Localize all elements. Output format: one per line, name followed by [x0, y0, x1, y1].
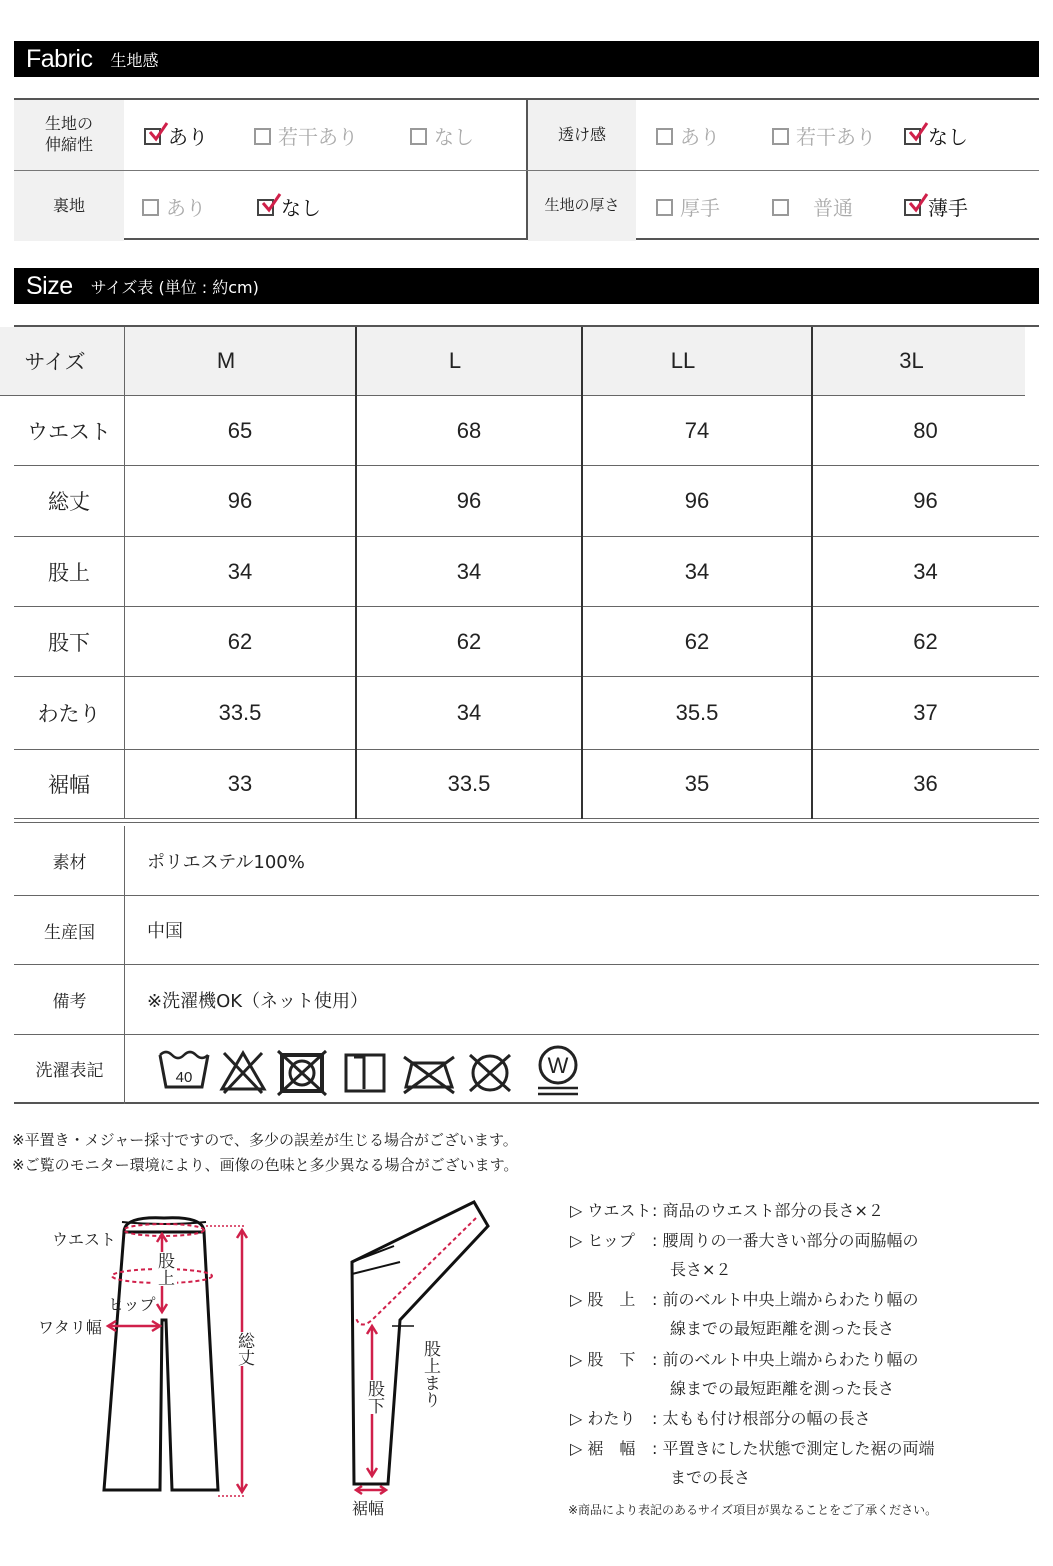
- note-line-2: ※ご覧のモニター環境により、画像の色味と多少異なる場合がございます。: [12, 1156, 519, 1174]
- checkbox-icon: [772, 128, 789, 145]
- size-row: [14, 537, 1039, 607]
- size-cell: 96: [684, 488, 710, 513]
- thickness-option-thick[interactable]: [656, 171, 720, 241]
- size-row-label: 股上: [48, 560, 90, 585]
- diagram-inseam-label: 股下: [362, 1380, 387, 1414]
- remarks-row: [14, 965, 1039, 1035]
- checkbox-icon: [656, 199, 673, 216]
- legend-item: ▷ ヒップ : 腰周りの一番大きい部分の両脇幅の: [570, 1231, 919, 1250]
- size-col-ll: LL: [568, 327, 798, 395]
- diagram-hem-label: 裾幅: [352, 1499, 385, 1518]
- no-iron-icon: [404, 1057, 454, 1093]
- legend-item: ▷ 股 上 : 前のベルト中央上端からわたり幅の: [570, 1290, 919, 1309]
- size-header-row: [0, 327, 1025, 396]
- fabric-row-stretch: [14, 100, 1039, 170]
- legend-item-cont: 長さ×２: [670, 1260, 732, 1279]
- size-cell: 34: [227, 558, 253, 584]
- size-cell: 62: [227, 628, 253, 654]
- stretch-label-line2: 伸縮性: [44, 135, 93, 154]
- diagram-hip-label: ヒップ: [108, 1295, 156, 1314]
- size-cell: 33: [227, 771, 253, 796]
- legend-item-cont: までの長さ: [670, 1468, 751, 1487]
- size-row: [14, 607, 1039, 677]
- size-cell: 74: [684, 417, 710, 443]
- option-label: あり: [680, 124, 720, 149]
- pants-diagram: [0, 1190, 560, 1520]
- legend-item: ▷ 裾 幅 : 平置きにした状態で測定した裾の両端: [570, 1439, 935, 1458]
- size-col-3l: 3L: [798, 327, 1025, 395]
- checkbox-checked-icon: [144, 128, 161, 145]
- sheer-option-slight[interactable]: [772, 100, 876, 170]
- size-cell: 37: [913, 700, 938, 725]
- option-label: 厚手: [680, 195, 720, 220]
- legend-item: ▷ 股 下 : 前のベルト中央上端からわたり幅の: [570, 1350, 919, 1369]
- lining-option-none[interactable]: [257, 171, 321, 241]
- option-label: なし: [928, 124, 968, 149]
- checkbox-icon: [772, 199, 789, 216]
- size-row: [14, 677, 1039, 750]
- option-label: あり: [166, 195, 206, 220]
- checkbox-checked-icon: [904, 199, 921, 216]
- option-label: 若干あり: [278, 124, 358, 149]
- size-row: [14, 750, 1039, 819]
- origin-label: 生産国: [44, 922, 95, 943]
- checkbox-icon: [410, 128, 427, 145]
- size-row-label: 総丈: [48, 490, 90, 514]
- option-label: 薄手: [928, 195, 968, 220]
- stretch-label-line1: 生地の: [44, 114, 93, 134]
- size-row: [14, 396, 1039, 466]
- stretch-label: [14, 100, 124, 170]
- size-col-divider: [355, 327, 357, 819]
- checkbox-icon: [142, 199, 159, 216]
- care-icons: [158, 1041, 598, 1101]
- care-row: [14, 1035, 1039, 1104]
- origin-row: [14, 896, 1039, 965]
- size-cell: 34: [456, 700, 482, 725]
- size-col-divider: [581, 327, 583, 819]
- option-label: なし: [434, 124, 474, 149]
- note-line-1: ※平置き・メジャー採寸ですので、多少の誤差が生じる場合がございます。: [12, 1131, 518, 1149]
- checkbox-icon: [254, 128, 271, 145]
- diagram-waist-label: ウエスト: [52, 1230, 117, 1249]
- lining-option-yes[interactable]: [142, 171, 206, 241]
- size-cell: 62: [456, 628, 482, 654]
- fabric-table: [14, 98, 1039, 240]
- remarks-value: ※洗濯機OK（ネット使用）: [147, 991, 369, 1012]
- line-dry-icon: [346, 1055, 384, 1091]
- stretch-option-yes[interactable]: [144, 100, 208, 170]
- size-cell: 80: [913, 417, 938, 443]
- fabric-row-lining: [14, 170, 1039, 240]
- size-row-label: ウエスト: [27, 419, 111, 444]
- legend-item: ▷ ウエスト : 商品のウエスト部分の長さ×２: [570, 1201, 884, 1220]
- wash-40-icon: [160, 1052, 208, 1087]
- svg-text:W: W: [547, 1053, 569, 1078]
- size-row: [14, 466, 1039, 537]
- option-label: なし: [281, 195, 321, 220]
- no-dry-clean-icon: [470, 1055, 510, 1091]
- diagram-length-label: 総丈: [232, 1332, 257, 1366]
- diagram-thigh-label: ワタリ幅: [38, 1318, 102, 1337]
- size-cell: 68: [456, 417, 482, 443]
- lining-label: 裏地: [14, 171, 124, 241]
- thickness-label: 生地の厚さ: [528, 171, 636, 241]
- size-col-m: M: [110, 327, 342, 395]
- checkbox-checked-icon: [904, 128, 921, 145]
- material-value: ポリエステル100%: [147, 851, 305, 873]
- info-col-divider: [124, 826, 125, 1104]
- legend-item-cont: 線までの最短距離を測った長さ: [670, 1319, 895, 1338]
- size-col-divider: [811, 327, 813, 819]
- fabric-subtitle: 生地感: [110, 50, 159, 70]
- svg-text:40: 40: [175, 1069, 193, 1086]
- size-cell: 33.5: [447, 771, 491, 796]
- sheer-option-none[interactable]: [904, 100, 968, 170]
- option-label: 若干あり: [796, 124, 876, 149]
- size-col-divider: [124, 327, 125, 819]
- size-row-label: わたり: [37, 702, 101, 726]
- option-label: あり: [168, 124, 208, 149]
- remarks-label: 備考: [52, 992, 87, 1012]
- size-col-l: L: [342, 327, 568, 395]
- size-cell: 34: [456, 558, 482, 584]
- no-bleach-icon: [222, 1053, 264, 1093]
- fabric-header-bar: [14, 41, 1039, 77]
- size-header-label: サイズ: [0, 327, 110, 395]
- material-label: 素材: [52, 853, 87, 873]
- size-cell: 34: [913, 558, 938, 584]
- checkbox-icon: [656, 128, 673, 145]
- size-row-label: 股下: [48, 630, 90, 655]
- size-row-label: 裾幅: [48, 773, 90, 797]
- size-header-bar: [14, 268, 1039, 304]
- size-cell: 33.5: [218, 700, 262, 725]
- diagram-rise-label: 股上: [152, 1252, 177, 1286]
- size-subtitle: サイズ表 (単位 : 約cm): [90, 277, 259, 297]
- size-cell: 62: [913, 628, 938, 654]
- size-cell: 96: [227, 488, 253, 513]
- diagram-rise-end-label: 股上まり: [420, 1340, 440, 1408]
- legend-item-cont: 線までの最短距離を測った長さ: [670, 1379, 895, 1398]
- size-cell: 96: [913, 488, 938, 513]
- size-cell: 96: [456, 488, 482, 513]
- size-cell: 62: [684, 628, 710, 654]
- option-label: 普通: [813, 195, 853, 220]
- material-row: [14, 826, 1039, 896]
- fineprint: ※商品により表記のあるサイズ項目が異なることをご了承ください。: [568, 1503, 938, 1517]
- size-title: Size: [26, 271, 73, 300]
- checkbox-checked-icon: [257, 199, 274, 216]
- sheer-label: 透け感: [528, 100, 636, 170]
- size-cell: 65: [227, 417, 253, 443]
- wet-clean-icon: [538, 1047, 578, 1094]
- sheer-option-yes[interactable]: [656, 100, 720, 170]
- size-cell: 34: [684, 558, 710, 584]
- origin-value: 中国: [147, 921, 183, 942]
- size-cell: 35: [684, 771, 710, 796]
- thickness-option-normal[interactable]: [772, 171, 853, 241]
- legend-item: ▷ わたり : 太もも付け根部分の幅の長さ: [570, 1409, 871, 1428]
- thickness-option-thin[interactable]: [904, 171, 968, 241]
- care-label: 洗濯表記: [35, 1061, 104, 1081]
- size-cell: 35.5: [675, 700, 719, 725]
- size-cell: 36: [913, 771, 938, 796]
- stretch-option-none[interactable]: [410, 100, 474, 170]
- no-tumble-dry-icon: [278, 1051, 326, 1095]
- stretch-option-slight[interactable]: [254, 100, 358, 170]
- fabric-title: Fabric: [26, 44, 93, 73]
